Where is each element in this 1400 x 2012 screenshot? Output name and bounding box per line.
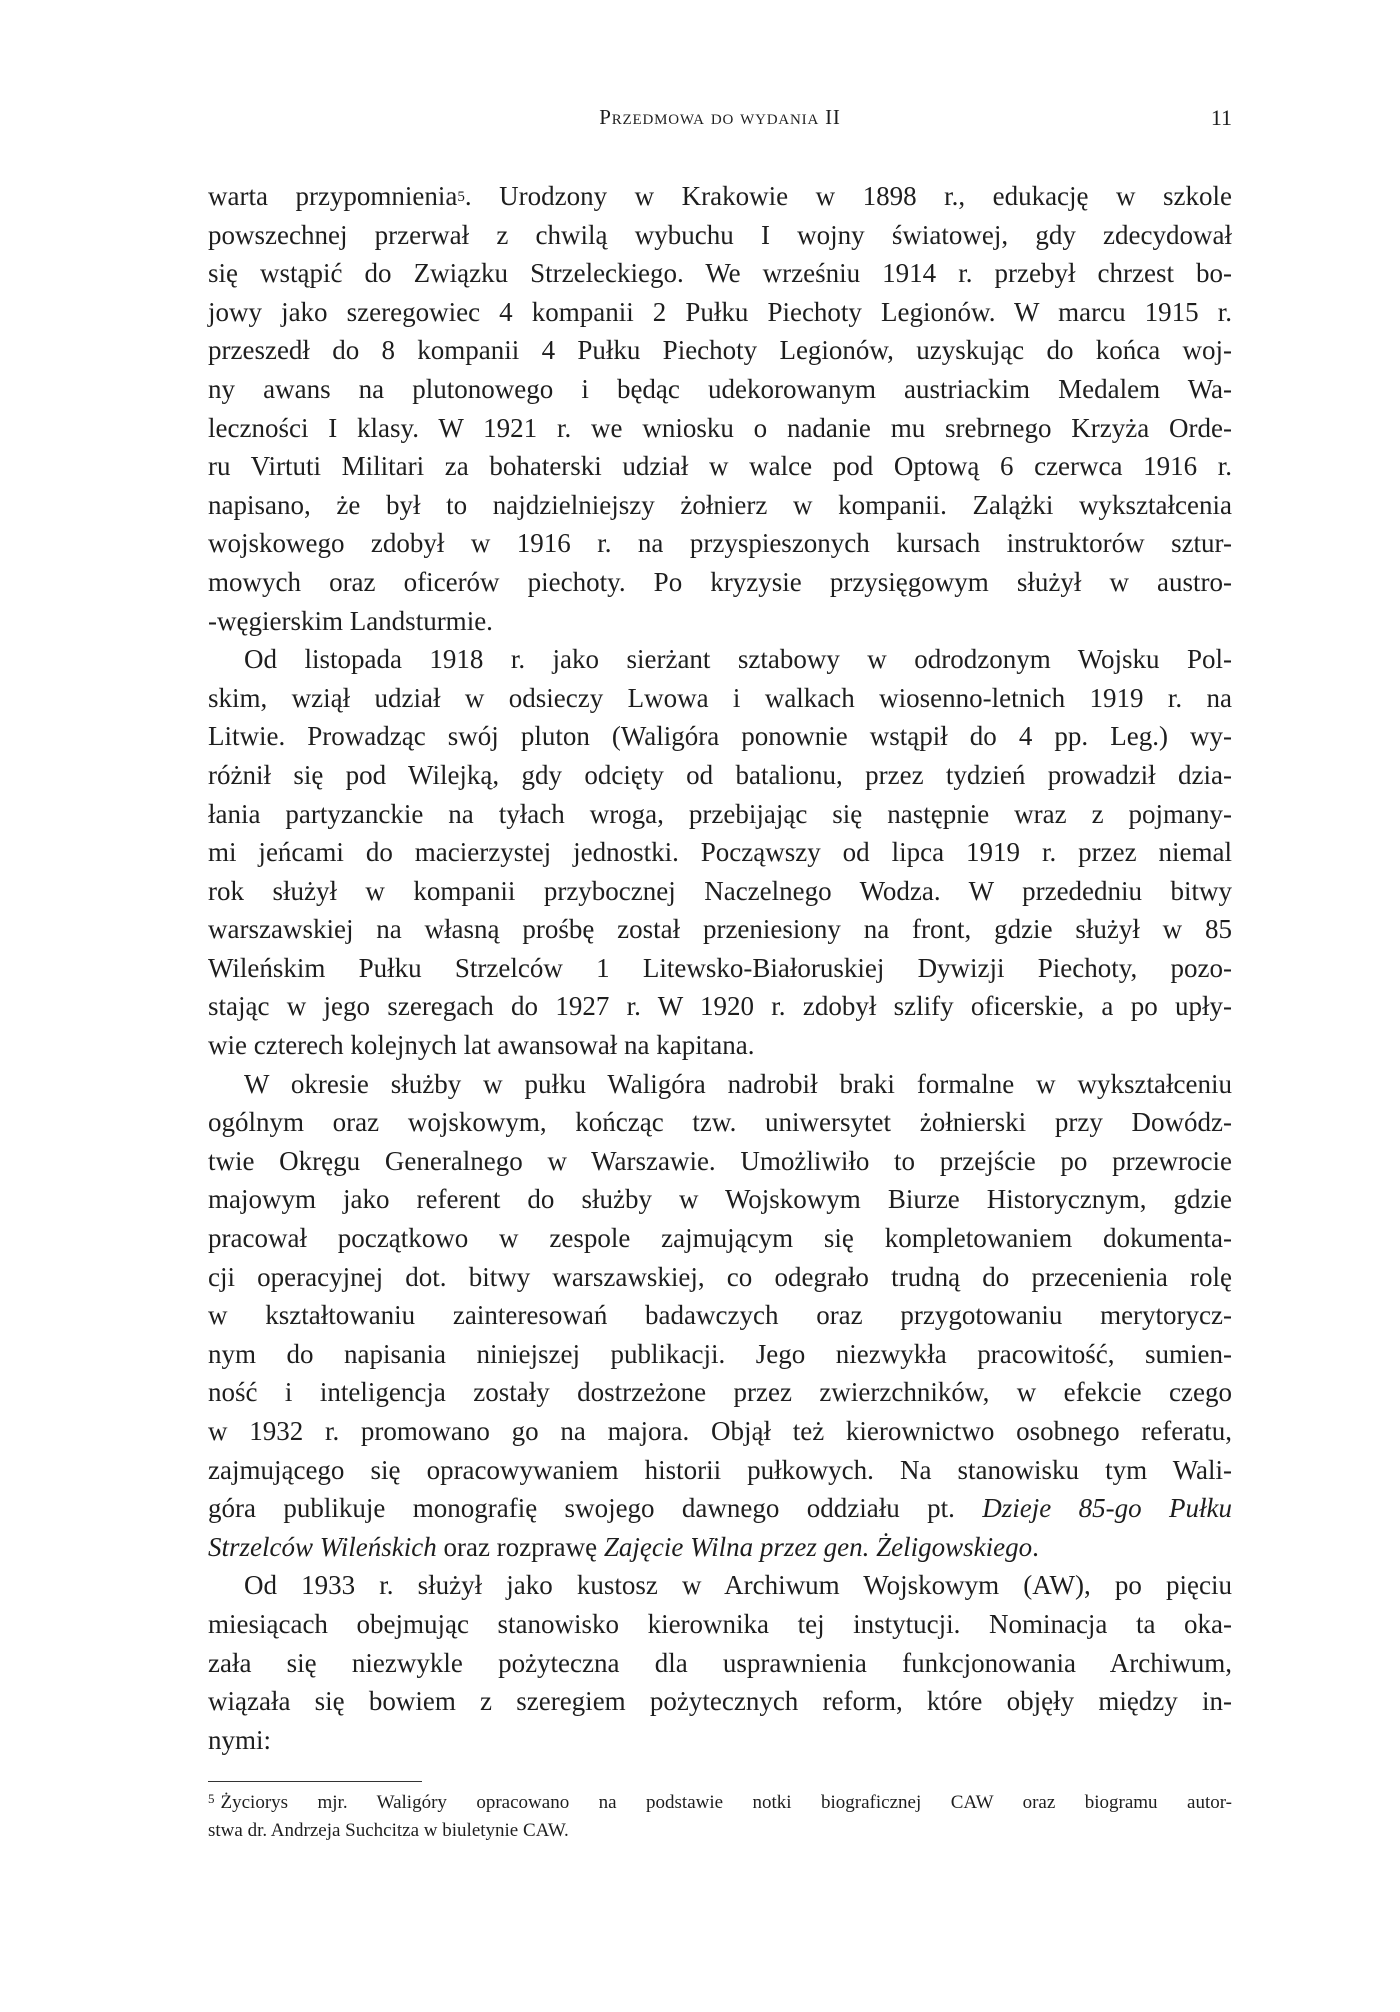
text-line: łania partyzanckie na tyłach wroga, przebijając się następnie wraz z pojmany- [208,798,1232,829]
body-text [208,177,1232,1759]
text-line: stając w jego szeregach do 1927 r. W 1920 r. zdobył szlify oficerskie, a po upły- [208,991,1232,1022]
text-line: pracował początkowo w zespole zajmującym się kompletowaniem dokumenta- [208,1223,1232,1254]
text-line: skim, wziął udział w odsieczy Lwowa i walkach wiosenno-letnich 1919 r. na [208,682,1232,713]
text-line: ność i inteligencja zostały dostrzeżone przez zwierzchników, w efekcie czego [208,1377,1232,1408]
text-line: zała się niezwykle pożyteczna dla usprawnienia funkcjonowania Archiwum, [208,1647,1232,1678]
page-number: 11 [1210,105,1232,130]
paragraph-4 [208,1566,1232,1759]
text-line: leczności I klasy. W 1921 r. we wniosku o nadanie mu srebrnego Krzyża Orde- [208,412,1232,443]
text-line: zajmującego się opracowywaniem historii pułkowych. Na stanowisku tym Wali- [208,1454,1232,1485]
text-line: się wstąpić do Związku Strzeleckiego. We wrześniu 1914 r. przebył chrzest bo- [208,258,1232,289]
text-line: wiązała się bowiem z szeregiem pożytecznych reform, które objęły między in- [208,1686,1232,1717]
text-line: powszechnej przerwał z chwilą wybuchu I wojny światowej, gdy zdecydował [208,219,1232,250]
text-line: Od listopada 1918 r. jako sierżant sztabowy w odrodzonym Wojsku Pol- [244,644,1232,675]
text-line: cji operacyjnej dot. bitwy warszawskiej, co odegrało trudną do przecenienia rolę [208,1261,1232,1292]
running-title: Przedmowa do wydania II [599,105,841,129]
book-title: Dzieje 85-go Pułku [982,1493,1232,1524]
text-line: wie czterech kolejnych lat awansował na kapitana. [208,1030,755,1061]
text-line: góra publikuje monografię swojego dawnego oddziału pt. Dzieje 85-go Pułku [208,1493,1232,1524]
text-line: miesiącach obejmując stanowisko kierownika tej instytucji. Nominacja ta oka- [208,1608,1232,1639]
text-line: Strzelców Wileńskich oraz rozprawę Zajęcie Wilna przez gen. Żeligowskiego. [208,1531,1039,1562]
text-line: warta przypomnienia$^5$. Urodzony w Krakowie w 1898 r., edukację w szkole [208,181,1232,211]
text-line: warszawskiej na własną prośbę został przeniesiony na front, gdzie służył w 85 [208,914,1232,945]
footnote-line: stwa dr. Andrzeja Suchcitza w biuletynie CAW. [208,1820,569,1841]
text-line: jowy jako szeregowiec 4 kompanii 2 Pułku Piechoty Legionów. W marcu 1915 r. [208,296,1232,327]
text-line: Od 1933 r. służył jako kustosz w Archiwum Wojskowym (AW), po pięciu [244,1570,1232,1601]
footnotes [208,1789,1232,1845]
text-line: majowym jako referent do służby w Wojskowym Biurze Historycznym, gdzie [208,1184,1232,1215]
footnote-mark: 5 [208,1791,215,1806]
book-title: Strzelców Wileńskich [208,1531,437,1562]
text-line: ogólnym oraz wojskowym, kończąc tzw. uniwersytet żołnierski przy Dowódz- [208,1107,1232,1138]
footnote-divider [208,1781,422,1782]
text-line: różnił się pod Wilejką, gdy odcięty od batalionu, przez tydzień prowadził dzia- [208,759,1232,790]
text-line: ny awans na plutonowego i będąc udekorowanym austriackim Medalem Wa- [208,373,1232,404]
text-line: rok służył w kompanii przybocznej Naczelnego Wodza. W przededniu bitwy [208,875,1232,906]
text-line: wojskowego zdobył w 1916 r. na przyspieszonych kursach instruktorów sztur- [208,528,1232,559]
text-line: Wileńskim Pułku Strzelców 1 Litewsko-Białoruskiej Dywizji Piechoty, pozo- [208,952,1232,983]
text-line: mi jeńcami do macierzystej jednostki. Począwszy od lipca 1919 r. przez niemal [208,837,1232,868]
text-line: napisano, że był to najdzielniejszy żołnierz w kompanii. Zalążki wykształcenia [208,489,1232,520]
text-line: -węgierskim Landsturmie. [208,605,493,636]
text-line: przeszedł do 8 kompanii 4 Pułku Piechoty Legionów, uzyskując do końca woj- [208,335,1232,366]
running-head [208,105,1232,135]
text-line: w kształtowaniu zainteresowań badawczych oraz przygotowaniu merytorycz- [208,1300,1232,1331]
text-line: mowych oraz oficerów piechoty. Po kryzysie przysięgowym służył w austro- [208,566,1232,597]
book-title: Zajęcie Wilna przez gen. Żeligowskiego [603,1531,1033,1562]
text-line: nym do napisania niniejszej publikacji. Jego niezwykła pracowitość, sumien- [208,1338,1232,1369]
text-line: w 1932 r. promowano go na majora. Objął też kierownictwo osobnego referatu, [208,1416,1232,1446]
paragraph-3 [208,1065,1232,1567]
text-line: ru Virtuti Militari za bohaterski udział w walce pod Optową 6 czerwca 1916 r. [208,451,1232,482]
text-line: Litwie. Prowadząc swój pluton (Waligóra ponownie wstąpił do 4 pp. Leg.) wy- [208,721,1232,752]
text-line: W okresie służby w pułku Waligóra nadrobił braki formalne w wykształceniu [244,1068,1232,1099]
text-line: twie Okręgu Generalnego w Warszawie. Umożliwiło to przejście po przewrocie [208,1145,1232,1176]
paragraph-2 [208,640,1232,1065]
footnote-reference[interactable]: 5 [457,189,465,205]
footnote-line: $^5$ Życiorys mjr. Waligóry opracowano na podstawie notki biograficznej CAW oraz biogramu autor- [208,1791,1232,1813]
text-line: nymi: [208,1724,272,1755]
paragraph-1 [208,177,1232,640]
